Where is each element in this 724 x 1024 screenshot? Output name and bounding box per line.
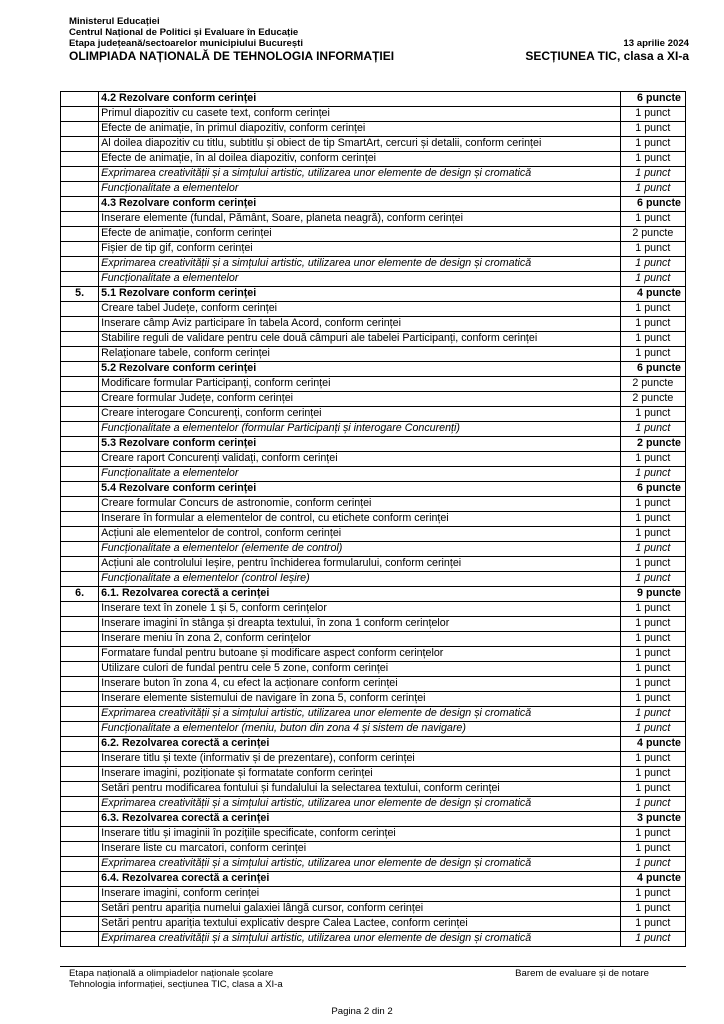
points-cell: 1 punct [620, 422, 685, 437]
subject-number-cell [61, 572, 99, 587]
subject-number-cell [61, 302, 99, 317]
points-cell: 4 puncte [620, 287, 685, 302]
subject-number-cell [61, 152, 99, 167]
criterion-row [61, 632, 686, 647]
points-cell: 1 punct [620, 572, 685, 587]
subject-number-cell [61, 857, 99, 872]
points-cell: 1 punct [620, 932, 685, 947]
criterion-text-cell: Setări pentru modificarea fontului și fundalului la selectarea textului, conform cerinței [99, 782, 621, 797]
subject-number-cell [61, 317, 99, 332]
subject-number-cell [61, 632, 99, 647]
criterion-text-cell: 4.2 Rezolvare conform cerinței [99, 92, 621, 107]
criterion-text-cell: Inserare elemente sistemului de navigare în zona 5, conform cerinței [99, 692, 621, 707]
scoring-table [60, 91, 686, 947]
criterion-text-cell: Efecte de animație, în al doilea diapozitiv, conform cerinței [99, 152, 621, 167]
criterion-text-cell: 6.1. Rezolvarea corectă a cerinței [99, 587, 621, 602]
section-heading-row [61, 362, 686, 377]
criterion-row [61, 692, 686, 707]
ministry-name: Ministerul Educației [69, 16, 160, 27]
criterion-text-cell: Exprimarea creativității și a simțului artistic, utilizarea unor elemente de design și cromatică [99, 257, 621, 272]
subject-number-cell [61, 887, 99, 902]
points-cell: 2 puncte [620, 227, 685, 242]
criterion-text-cell: 4.3 Rezolvare conform cerinței [99, 197, 621, 212]
criterion-text-cell: Exprimarea creativității și a simțului artistic, utilizarea unor elemente de design și cromatică [99, 857, 621, 872]
section-heading-row [61, 287, 686, 302]
criterion-text-cell: Inserare imagini, poziționate și formatate conform cerinței [99, 767, 621, 782]
olympiad-title: OLIMPIADA NAȚIONALĂ DE TEHNOLOGIA INFORMAȚIEI [69, 49, 395, 63]
subject-number-cell [61, 932, 99, 947]
footer-subject: Tehnologia informației, secțiunea TIC, clasa a XI-a [69, 979, 283, 990]
criterion-text-cell: Fișier de tip gif, conform cerinței [99, 242, 621, 257]
subject-number-cell [61, 917, 99, 932]
criterion-text-cell: Formatare fundal pentru butoane și modificare aspect conform cerințelor [99, 647, 621, 662]
points-cell: 1 punct [620, 467, 685, 482]
points-cell: 1 punct [620, 632, 685, 647]
points-cell: 1 punct [620, 257, 685, 272]
criterion-text-cell: Exprimarea creativității și a simțului artistic, utilizarea unor elemente de design și cromatică [99, 167, 621, 182]
subject-number-cell [61, 827, 99, 842]
subject-number-cell [61, 797, 99, 812]
center-name: Centrul Național de Politici și Evaluare în Educație [69, 26, 299, 38]
criterion-text-cell: Creare raport Concurenți validați, conform cerinței [99, 452, 621, 467]
points-cell: 6 puncte [620, 482, 685, 497]
criterion-text-cell: Utilizare culori de fundal pentru cele 5 zone, conform cerinței [99, 662, 621, 677]
criterion-text-cell: 5.3 Rezolvare conform cerinței [99, 437, 621, 452]
points-cell: 1 punct [620, 317, 685, 332]
subject-number-cell [61, 272, 99, 287]
page-header [69, 17, 689, 63]
subject-number-cell [61, 542, 99, 557]
subject-number-cell [61, 362, 99, 377]
criterion-row [61, 317, 686, 332]
points-cell: 1 punct [620, 557, 685, 572]
points-cell: 1 punct [620, 722, 685, 737]
section-label: SECȚIUNEA TIC, clasa a XI-a [525, 49, 689, 63]
subject-number-cell [61, 902, 99, 917]
points-cell: 2 puncte [620, 377, 685, 392]
criterion-row [61, 917, 686, 932]
criterion-text-cell: Funcționalitate a elementelor (control Ieșire) [99, 572, 621, 587]
points-cell: 1 punct [620, 917, 685, 932]
criterion-row [61, 467, 686, 482]
header-title-row [69, 49, 689, 63]
criterion-row [61, 842, 686, 857]
criterion-text-cell: Creare formular Concurs de astronomie, conform cerinței [99, 497, 621, 512]
criterion-text-cell: Creare interogare Concurenți, conform cerinței [99, 407, 621, 422]
criterion-row [61, 512, 686, 527]
criterion-row [61, 857, 686, 872]
subject-number-cell [61, 647, 99, 662]
subject-number-cell [61, 227, 99, 242]
points-cell: 1 punct [620, 692, 685, 707]
subject-number-cell [61, 407, 99, 422]
criterion-row [61, 347, 686, 362]
footer-row-1 [69, 968, 689, 979]
subject-number-cell [61, 107, 99, 122]
subject-number-cell [61, 347, 99, 362]
criterion-row [61, 407, 686, 422]
criterion-row [61, 617, 686, 632]
points-cell: 1 punct [620, 242, 685, 257]
footer-divider [60, 966, 686, 967]
points-cell: 6 puncte [620, 92, 685, 107]
section-heading-row [61, 812, 686, 827]
subject-number-cell [61, 497, 99, 512]
points-cell: 3 puncte [620, 812, 685, 827]
criterion-row [61, 527, 686, 542]
criterion-row [61, 242, 686, 257]
subject-number-cell [61, 122, 99, 137]
criterion-row [61, 272, 686, 287]
points-cell: 1 punct [620, 512, 685, 527]
subject-number-cell [61, 437, 99, 452]
points-cell: 6 puncte [620, 362, 685, 377]
criterion-row [61, 827, 686, 842]
criterion-row [61, 452, 686, 467]
criterion-text-cell: Inserare câmp Aviz participare în tabela Acord, conform cerinței [99, 317, 621, 332]
criterion-text-cell: Efecte de animație, conform cerinței [99, 227, 621, 242]
criterion-row [61, 122, 686, 137]
section-heading-row [61, 197, 686, 212]
criterion-row [61, 797, 686, 812]
header-stage-row [69, 38, 689, 49]
points-cell: 2 puncte [620, 392, 685, 407]
criterion-row [61, 212, 686, 227]
points-cell: 1 punct [620, 752, 685, 767]
points-cell: 1 punct [620, 902, 685, 917]
criterion-text-cell: Funcționalitate a elementelor [99, 182, 621, 197]
criterion-text-cell: Inserare titlu și texte (informativ și de prezentare), conform cerinței [99, 752, 621, 767]
points-cell: 9 puncte [620, 587, 685, 602]
points-cell: 1 punct [620, 782, 685, 797]
criterion-text-cell: Inserare în formular a elementelor de control, cu etichete conform cerinței [99, 512, 621, 527]
page-number: Pagina 2 din 2 [331, 1006, 393, 1017]
criterion-text-cell: Funcționalitate a elementelor (elemente de control) [99, 542, 621, 557]
subject-number-cell [61, 212, 99, 227]
criterion-text-cell: Setări pentru apariția numelui galaxiei lângă cursor, conform cerinței [99, 902, 621, 917]
points-cell: 1 punct [620, 182, 685, 197]
points-cell: 1 punct [620, 302, 685, 317]
subject-number-cell [61, 662, 99, 677]
subject-number-cell [61, 452, 99, 467]
points-cell: 1 punct [620, 122, 685, 137]
criterion-row [61, 377, 686, 392]
subject-number-cell [61, 482, 99, 497]
section-heading-row [61, 587, 686, 602]
exam-date: 13 aprilie 2024 [623, 38, 689, 49]
criterion-row [61, 722, 686, 737]
criterion-text-cell: Funcționalitate a elementelor [99, 467, 621, 482]
points-cell: 1 punct [620, 407, 685, 422]
criterion-text-cell: Funcționalitate a elementelor (meniu, buton din zona 4 și sistem de navigare) [99, 722, 621, 737]
criterion-text-cell: 6.4. Rezolvarea corectă a cerinței [99, 872, 621, 887]
stage-label: Etapa județeană/sectoarelor municipiului București [69, 37, 304, 49]
criterion-row [61, 782, 686, 797]
points-cell: 1 punct [620, 497, 685, 512]
criterion-text-cell: Inserare imagini în stânga și dreapta textului, în zona 1 conform cerințelor [99, 617, 621, 632]
criterion-text-cell: Acțiuni ale controlului Ieșire, pentru închiderea formularului, conform cerinței [99, 557, 621, 572]
criterion-row [61, 767, 686, 782]
page-footer [69, 968, 689, 990]
criterion-text-cell: Inserare elemente (fundal, Pământ, Soare, planeta neagră), conform cerinței [99, 212, 621, 227]
subject-number-cell [61, 812, 99, 827]
criterion-row [61, 602, 686, 617]
points-cell: 1 punct [620, 137, 685, 152]
subject-number-cell [61, 617, 99, 632]
points-cell: 1 punct [620, 662, 685, 677]
criterion-row [61, 137, 686, 152]
points-cell: 1 punct [620, 707, 685, 722]
subject-number-cell [61, 332, 99, 347]
subject-number-cell: 5. [61, 287, 99, 302]
points-cell: 1 punct [620, 797, 685, 812]
footer-doc-type: Barem de evaluare și de notare [515, 968, 649, 979]
criterion-row [61, 257, 686, 272]
subject-number-cell [61, 842, 99, 857]
subject-number-cell [61, 467, 99, 482]
criterion-row [61, 572, 686, 587]
criterion-row [61, 557, 686, 572]
subject-number-cell [61, 752, 99, 767]
criterion-row [61, 542, 686, 557]
subject-number-cell [61, 677, 99, 692]
subject-number-cell [61, 92, 99, 107]
criterion-row [61, 887, 686, 902]
criterion-text-cell: Creare tabel Județe, conform cerinței [99, 302, 621, 317]
points-cell: 1 punct [620, 617, 685, 632]
criterion-row [61, 752, 686, 767]
subject-number-cell [61, 557, 99, 572]
points-cell: 1 punct [620, 842, 685, 857]
criterion-row [61, 107, 686, 122]
criterion-text-cell: Modificare formular Participanți, conform cerinței [99, 377, 621, 392]
subject-number-cell [61, 527, 99, 542]
criterion-text-cell: Acțiuni ale elementelor de control, conform cerinței [99, 527, 621, 542]
points-cell: 1 punct [620, 212, 685, 227]
subject-number-cell: 6. [61, 587, 99, 602]
section-heading-row [61, 92, 686, 107]
points-cell: 1 punct [620, 347, 685, 362]
criterion-row [61, 662, 686, 677]
points-cell: 1 punct [620, 677, 685, 692]
criterion-row [61, 332, 686, 347]
criterion-row [61, 422, 686, 437]
subject-number-cell [61, 767, 99, 782]
criterion-row [61, 707, 686, 722]
subject-number-cell [61, 377, 99, 392]
criterion-text-cell: Stabilire reguli de validare pentru cele două câmpuri ale tabelei Participanți, conform cerinței [99, 332, 621, 347]
points-cell: 1 punct [620, 272, 685, 287]
points-cell: 1 punct [620, 527, 685, 542]
points-cell: 1 punct [620, 167, 685, 182]
criterion-text-cell: 5.4 Rezolvare conform cerinței [99, 482, 621, 497]
criterion-text-cell: Setări pentru apariția textului explicativ despre Calea Lactee, conform cerinței [99, 917, 621, 932]
criterion-row [61, 152, 686, 167]
criterion-text-cell: Funcționalitate a elementelor [99, 272, 621, 287]
points-cell: 1 punct [620, 767, 685, 782]
criterion-text-cell: Inserare text în zonele 1 și 5, conform cerințelor [99, 602, 621, 617]
points-cell: 1 punct [620, 332, 685, 347]
criterion-row [61, 167, 686, 182]
subject-number-cell [61, 872, 99, 887]
subject-number-cell [61, 257, 99, 272]
points-cell: 1 punct [620, 107, 685, 122]
section-heading-row [61, 437, 686, 452]
criterion-text-cell: 6.2. Rezolvarea corectă a cerinței [99, 737, 621, 752]
points-cell: 4 puncte [620, 872, 685, 887]
points-cell: 1 punct [620, 152, 685, 167]
criterion-text-cell: Exprimarea creativității și a simțului artistic, utilizarea unor elemente de design și cromatică [99, 932, 621, 947]
criterion-text-cell: Inserare imagini, conform cerinței [99, 887, 621, 902]
criterion-text-cell: Inserare liste cu marcatori, conform cerinței [99, 842, 621, 857]
criterion-text-cell: Relaționare tabele, conform cerinței [99, 347, 621, 362]
subject-number-cell [61, 722, 99, 737]
criterion-row [61, 647, 686, 662]
subject-number-cell [61, 782, 99, 797]
criterion-row [61, 932, 686, 947]
criterion-text-cell: Inserare meniu în zona 2, conform cerințelor [99, 632, 621, 647]
criterion-text-cell: Exprimarea creativității și a simțului artistic, utilizarea unor elemente de design și cromatică [99, 797, 621, 812]
points-cell: 1 punct [620, 542, 685, 557]
subject-number-cell [61, 707, 99, 722]
criterion-text-cell: Creare formular Județe, conform cerinței [99, 392, 621, 407]
criterion-text-cell: Inserare titlu și imaginii în pozițiile specificate, conform cerinței [99, 827, 621, 842]
points-cell: 2 puncte [620, 437, 685, 452]
subject-number-cell [61, 137, 99, 152]
footer-stage: Etapa națională a olimpiadelor naționale școlare [69, 968, 274, 979]
section-heading-row [61, 872, 686, 887]
subject-number-cell [61, 242, 99, 257]
criterion-text-cell: Inserare buton în zona 4, cu efect la acționare conform cerinței [99, 677, 621, 692]
section-heading-row [61, 482, 686, 497]
criterion-text-cell: Al doilea diapozitiv cu titlu, subtitlu și obiect de tip SmartArt, cercuri și detalii, conform cerinței [99, 137, 621, 152]
points-cell: 4 puncte [620, 737, 685, 752]
points-cell: 1 punct [620, 827, 685, 842]
section-heading-row [61, 737, 686, 752]
subject-number-cell [61, 182, 99, 197]
points-cell: 1 punct [620, 857, 685, 872]
points-cell: 1 punct [620, 647, 685, 662]
points-cell: 1 punct [620, 452, 685, 467]
subject-number-cell [61, 422, 99, 437]
subject-number-cell [61, 512, 99, 527]
criterion-text-cell: Primul diapozitiv cu casete text, conform cerinței [99, 107, 621, 122]
criterion-row [61, 227, 686, 242]
criterion-text-cell: 5.2 Rezolvare conform cerinței [99, 362, 621, 377]
criterion-text-cell: 6.3. Rezolvarea corectă a cerinței [99, 812, 621, 827]
points-cell: 1 punct [620, 887, 685, 902]
criterion-row [61, 302, 686, 317]
criterion-text-cell: 5.1 Rezolvare conform cerinței [99, 287, 621, 302]
points-cell: 1 punct [620, 602, 685, 617]
subject-number-cell [61, 692, 99, 707]
criterion-text-cell: Exprimarea creativității și a simțului artistic, utilizarea unor elemente de design și cromatică [99, 707, 621, 722]
subject-number-cell [61, 737, 99, 752]
criterion-text-cell: Funcționalitate a elementelor (formular Participanți și interogare Concurenți) [99, 422, 621, 437]
subject-number-cell [61, 392, 99, 407]
points-cell: 6 puncte [620, 197, 685, 212]
criterion-row [61, 497, 686, 512]
criterion-row [61, 182, 686, 197]
criterion-row [61, 677, 686, 692]
subject-number-cell [61, 197, 99, 212]
subject-number-cell [61, 167, 99, 182]
criterion-text-cell: Efecte de animație, în primul diapozitiv, conform cerinței [99, 122, 621, 137]
subject-number-cell [61, 602, 99, 617]
criterion-row [61, 902, 686, 917]
criterion-row [61, 392, 686, 407]
scoring-table-body [61, 92, 686, 947]
